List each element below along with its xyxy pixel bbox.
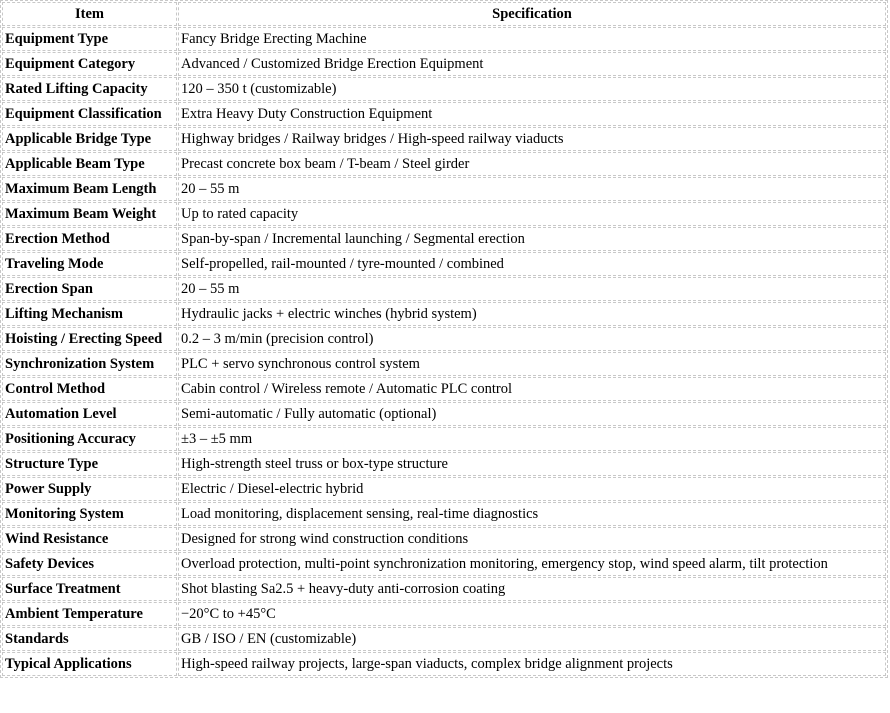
table-row — [2, 477, 886, 501]
table-row — [2, 302, 886, 326]
row-item-label: Erection Method — [2, 227, 177, 251]
row-spec-value: GB / ISO / EN (customizable) — [178, 627, 886, 651]
row-spec-value: 120 – 350 t (customizable) — [178, 77, 886, 101]
table-row — [2, 352, 886, 376]
row-item-label: Equipment Category — [2, 52, 177, 76]
row-item-label: Applicable Beam Type — [2, 152, 177, 176]
row-item-label: Safety Devices — [2, 552, 177, 576]
row-item-label: Maximum Beam Length — [2, 177, 177, 201]
row-spec-value: PLC + servo synchronous control system — [178, 352, 886, 376]
row-spec-value: ±3 – ±5 mm — [178, 427, 886, 451]
row-item-label: Monitoring System — [2, 502, 177, 526]
table-row — [2, 27, 886, 51]
row-spec-value: Precast concrete box beam / T-beam / Steel girder — [178, 152, 886, 176]
row-item-label: Equipment Classification — [2, 102, 177, 126]
row-item-label: Synchronization System — [2, 352, 177, 376]
row-spec-value: Span-by-span / Incremental launching / Segmental erection — [178, 227, 886, 251]
row-item-label: Structure Type — [2, 452, 177, 476]
row-spec-value: −20°C to +45°C — [178, 602, 886, 626]
table-row — [2, 577, 886, 601]
table-row — [2, 552, 886, 576]
row-spec-value: 20 – 55 m — [178, 177, 886, 201]
row-spec-value: 20 – 55 m — [178, 277, 886, 301]
table-row — [2, 252, 886, 276]
table-row — [2, 527, 886, 551]
row-item-label: Typical Applications — [2, 652, 177, 676]
table-row — [2, 502, 886, 526]
table-row — [2, 652, 886, 676]
row-item-label: Wind Resistance — [2, 527, 177, 551]
table-row — [2, 77, 886, 101]
table-row — [2, 377, 886, 401]
table-row — [2, 227, 886, 251]
table-row — [2, 602, 886, 626]
row-spec-value: Shot blasting Sa2.5 + heavy-duty anti-corrosion coating — [178, 577, 886, 601]
row-spec-value: High-strength steel truss or box-type structure — [178, 452, 886, 476]
row-spec-value: Extra Heavy Duty Construction Equipment — [178, 102, 886, 126]
row-item-label: Surface Treatment — [2, 577, 177, 601]
table-row — [2, 402, 886, 426]
row-spec-value: Overload protection, multi-point synchronization monitoring, emergency stop, wind speed alarm, tilt protection — [178, 552, 886, 576]
table-row — [2, 127, 886, 151]
row-spec-value: Semi-automatic / Fully automatic (optional) — [178, 402, 886, 426]
row-item-label: Automation Level — [2, 402, 177, 426]
table-row — [2, 52, 886, 76]
header-specification: Specification — [178, 2, 886, 26]
header-item: Item — [2, 2, 177, 26]
row-item-label: Control Method — [2, 377, 177, 401]
row-spec-value: Advanced / Customized Bridge Erection Equipment — [178, 52, 886, 76]
table-row — [2, 102, 886, 126]
row-item-label: Positioning Accuracy — [2, 427, 177, 451]
row-item-label: Rated Lifting Capacity — [2, 77, 177, 101]
table-row — [2, 452, 886, 476]
row-item-label: Maximum Beam Weight — [2, 202, 177, 226]
row-spec-value: Fancy Bridge Erecting Machine — [178, 27, 886, 51]
row-spec-value: Electric / Diesel-electric hybrid — [178, 477, 886, 501]
row-spec-value: Load monitoring, displacement sensing, real-time diagnostics — [178, 502, 886, 526]
table-row — [2, 177, 886, 201]
table-row — [2, 327, 886, 351]
table-row — [2, 627, 886, 651]
row-spec-value: Highway bridges / Railway bridges / High-speed railway viaducts — [178, 127, 886, 151]
table-row — [2, 277, 886, 301]
table-row — [2, 427, 886, 451]
row-spec-value: High-speed railway projects, large-span viaducts, complex bridge alignment projects — [178, 652, 886, 676]
row-item-label: Standards — [2, 627, 177, 651]
table-header-row — [2, 2, 886, 26]
row-item-label: Applicable Bridge Type — [2, 127, 177, 151]
table-row — [2, 152, 886, 176]
row-spec-value: 0.2 – 3 m/min (precision control) — [178, 327, 886, 351]
row-spec-value: Up to rated capacity — [178, 202, 886, 226]
row-item-label: Power Supply — [2, 477, 177, 501]
row-item-label: Hoisting / Erecting Speed — [2, 327, 177, 351]
row-spec-value: Self-propelled, rail-mounted / tyre-mounted / combined — [178, 252, 886, 276]
row-spec-value: Hydraulic jacks + electric winches (hybrid system) — [178, 302, 886, 326]
row-item-label: Traveling Mode — [2, 252, 177, 276]
row-spec-value: Cabin control / Wireless remote / Automatic PLC control — [178, 377, 886, 401]
row-item-label: Equipment Type — [2, 27, 177, 51]
row-item-label: Erection Span — [2, 277, 177, 301]
row-item-label: Ambient Temperature — [2, 602, 177, 626]
row-item-label: Lifting Mechanism — [2, 302, 177, 326]
table-row — [2, 202, 886, 226]
row-spec-value: Designed for strong wind construction conditions — [178, 527, 886, 551]
